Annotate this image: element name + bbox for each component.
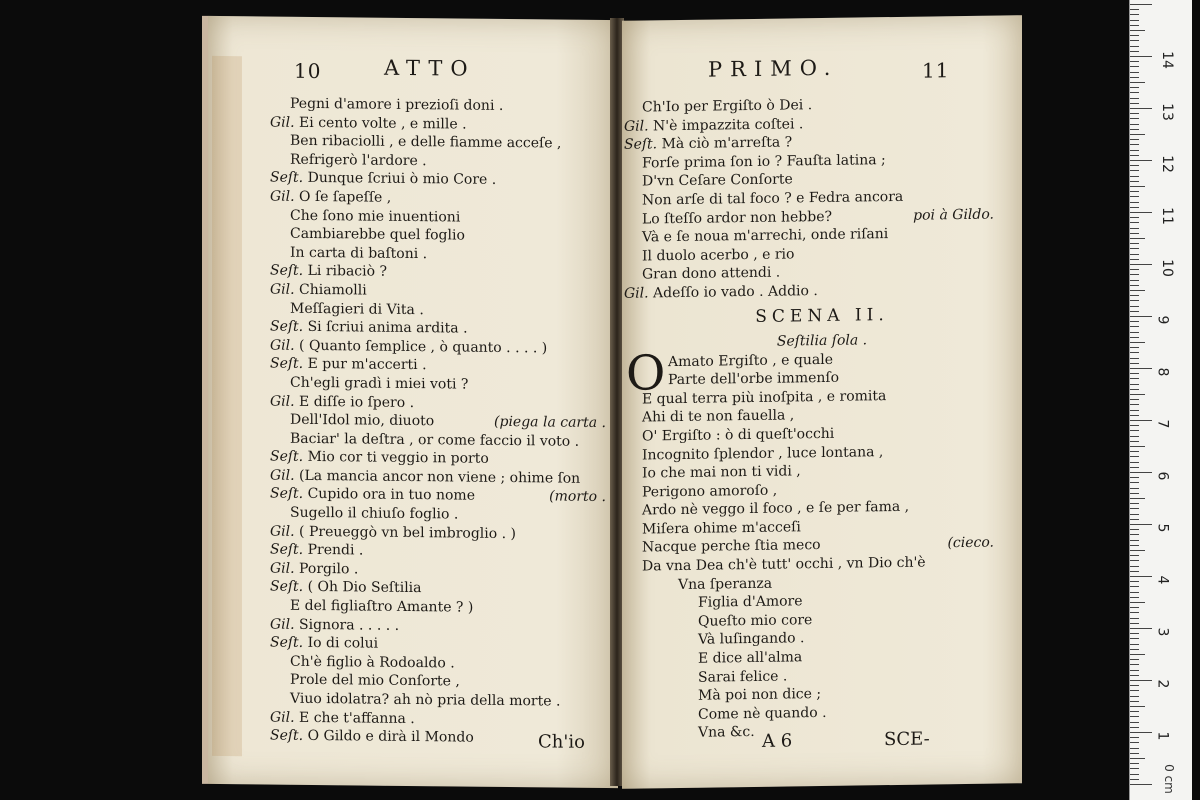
ruler-tick (1130, 737, 1139, 738)
ruler-tick (1130, 30, 1145, 31)
ruler-tick (1130, 87, 1139, 88)
ruler-tick (1130, 555, 1139, 556)
verse-text: Io che mai non ti vidi , (642, 463, 801, 482)
ruler-tick (1130, 186, 1145, 187)
ruler-tick (1130, 638, 1139, 639)
ruler-tick (1130, 72, 1139, 73)
verse-text: Cupido ora in tuo nome (307, 486, 475, 505)
ruler-tick (1130, 456, 1139, 457)
ruler-tick (1130, 477, 1139, 478)
ruler-tick (1130, 467, 1139, 468)
ruler-tick (1130, 722, 1139, 723)
verse-text: O ſe ſapeſſe , (299, 188, 392, 206)
ruler-tick (1130, 170, 1139, 171)
ruler-tick (1130, 514, 1139, 515)
ruler-tick (1130, 742, 1139, 743)
verse-text: Cambiarebbe quel foglio (290, 225, 465, 244)
verse-text: Viuo idolatra? ah nò pria della morte . (290, 690, 561, 710)
verse-text: Porgilo . (299, 560, 359, 578)
ruler-tick (1130, 358, 1139, 359)
ruler-tick (1130, 680, 1152, 681)
ruler-tick (1130, 420, 1152, 421)
speaker-label: Seſt. (270, 169, 304, 187)
verse-text: Chiamolli (299, 281, 367, 299)
ruler-tick (1130, 222, 1139, 223)
left-page (202, 16, 618, 788)
ruler-tick (1130, 207, 1139, 208)
verse-text: Ei cento volte , e mille . (299, 114, 467, 133)
verse-text: E pur m'accerti . (307, 356, 427, 374)
verse-text: Baciar' la deſtra , or come faccio il voto . (290, 430, 580, 450)
ruler-tick (1130, 35, 1139, 36)
verse-text: (La mancia ancor non viene ; ohime ſon (299, 467, 581, 487)
ruler-tick (1130, 92, 1139, 93)
ruler-tick (1130, 550, 1145, 551)
right-text-block (622, 93, 1022, 744)
ruler-tick (1130, 451, 1139, 452)
speaker-label: Gil. (270, 616, 295, 633)
verse-text: ( Preueggò vn bel imbroglio . ) (299, 523, 517, 542)
ruler-tick (1130, 233, 1139, 234)
ruler-number: 3 (1154, 627, 1171, 637)
ruler-number: 1 (1154, 731, 1171, 741)
speaker-label: Gil. (270, 337, 295, 354)
ruler-number: 4 (1154, 575, 1171, 585)
verse-text: ( Quanto ſemplice , ò quanto . . . . ) (299, 337, 548, 357)
scene-title: SCENA II. (755, 304, 889, 327)
ruler-tick (1130, 540, 1139, 541)
verse-text: Mà ciò m'arreſta ? (661, 134, 793, 153)
verse-text: Ch'egli gradì i miei voti ? (290, 374, 469, 393)
ruler-tick (1130, 545, 1139, 546)
speaker-label: Gil. (270, 467, 295, 484)
ruler-number: 9 (1154, 315, 1171, 325)
ruler-tick (1130, 685, 1139, 686)
ruler-tick (1130, 113, 1139, 114)
ruler-tick (1130, 254, 1139, 255)
speaker-label: Seſt. (270, 262, 304, 280)
ruler-tick (1130, 524, 1152, 525)
running-head-right (622, 53, 1022, 89)
ruler-tick (1130, 732, 1152, 733)
ruler-tick (1130, 384, 1139, 385)
ruler-tick (1130, 644, 1139, 645)
ruler-tick (1130, 462, 1139, 463)
ruler-tick (1130, 332, 1139, 333)
ruler-tick (1130, 82, 1145, 83)
ruler-tick (1130, 77, 1139, 78)
ruler-tick (1130, 628, 1152, 629)
ruler-tick (1130, 191, 1139, 192)
verse-text: Adeſſo io vado . Addio . (653, 282, 818, 302)
page-number: 11 (922, 58, 950, 83)
speaker-label: Gil. (270, 560, 295, 577)
ruler-tick (1130, 446, 1145, 447)
ruler-tick (1130, 659, 1139, 660)
ruler-tick (1130, 352, 1139, 353)
ruler-tick (1130, 560, 1139, 561)
ruler-tick (1130, 347, 1139, 348)
ruler-tick (1130, 326, 1139, 327)
verse-text: O' Ergiſto : ò di queſt'occhi (642, 425, 835, 445)
ruler-tick (1130, 508, 1139, 509)
running-head-word: PRIMO. (708, 55, 839, 82)
ruler-tick (1130, 389, 1139, 390)
ruler-tick (1130, 129, 1139, 130)
running-head-word: ATTO (384, 55, 476, 81)
ruler-tick (1130, 441, 1139, 442)
catchword: Ch'io (538, 731, 585, 753)
speaker-label: Gil. (270, 709, 295, 726)
ruler-tick (1130, 144, 1139, 145)
signature-mark: A 6 (762, 730, 793, 752)
ruler-tick (1130, 654, 1145, 655)
ruler-tick (1130, 373, 1139, 374)
ruler-tick (1130, 274, 1139, 275)
ruler-number: 14 (1158, 51, 1175, 69)
verse-text: ( Oh Dio Seſtilia (307, 579, 422, 597)
speaker-label: Seſt. (270, 448, 304, 466)
page-number: 10 (294, 58, 322, 84)
ruler-tick (1130, 181, 1139, 182)
ruler-tick (1130, 566, 1139, 567)
verse-text: E dice all'alma (698, 649, 803, 667)
ruler-tick (1130, 196, 1139, 197)
ruler-tick (1130, 14, 1139, 15)
ruler-tick (1130, 160, 1152, 161)
left-text-block (208, 94, 618, 749)
verse-text: Sugello il chiuſo foglio . (290, 504, 459, 523)
verse-text: Vna ſperanza (678, 575, 773, 593)
ruler-tick (1130, 202, 1139, 203)
ruler-tick (1130, 410, 1139, 411)
ruler-tick (1130, 571, 1139, 572)
ruler-tick (1130, 316, 1152, 317)
ruler-tick (1130, 586, 1139, 587)
ruler-tick (1130, 576, 1152, 577)
verse-text: E diſſe io ſpero . (299, 393, 415, 411)
ruler-tick (1130, 139, 1139, 140)
ruler-tick (1130, 176, 1139, 177)
ruler-tick (1130, 618, 1139, 619)
ruler-tick (1130, 706, 1145, 707)
verse-text: Forſe prima ſon io ? Fauſta latina ; (642, 151, 886, 172)
ruler-tick (1130, 378, 1139, 379)
ruler-tick (1130, 602, 1145, 603)
ruler-tick (1130, 264, 1152, 265)
verse-text: Ardo nè veggo il foco , e ſe per fama , (642, 499, 910, 519)
ruler-tick (1130, 124, 1139, 125)
ruler-tick (1130, 607, 1139, 608)
ruler-tick (1130, 342, 1145, 343)
verse-text: Ch'è figlio à Rodoaldo . (290, 653, 455, 672)
ruler-tick (1130, 306, 1139, 307)
ruler-tick (1130, 51, 1139, 52)
ruler-tick (1130, 612, 1139, 613)
stage-direction: (cieco. (947, 535, 994, 552)
ruler-tick (1130, 664, 1139, 665)
scene-subtitle: Seſtilia ſola . (776, 331, 868, 350)
ruler-tick (1130, 46, 1139, 47)
ruler-tick (1130, 753, 1139, 754)
ruler-tick (1130, 581, 1139, 582)
running-head-left (208, 54, 618, 88)
verse-text: Che ſono mie inuentioni (290, 207, 461, 226)
ruler-tick (1130, 311, 1139, 312)
ruler-tick (1130, 675, 1139, 676)
ruler-tick (1130, 108, 1152, 109)
speaker-label: Gil. (270, 393, 295, 410)
ruler-unit: 0 cm (1161, 764, 1176, 794)
ruler-tick (1130, 150, 1139, 151)
verse-text: Refrigerò l'ardore . (290, 151, 427, 169)
stage-direction: (morto . (549, 488, 606, 506)
speaker-label: Seſt. (270, 355, 304, 373)
verse-text: Và e ſe noua m'arrechi, onde riſani (642, 226, 889, 246)
ruler-tick (1130, 690, 1139, 691)
verse-text: Mà poi non dice ; (698, 686, 822, 704)
ruler-tick (1130, 228, 1139, 229)
ruler-tick (1130, 748, 1139, 749)
ruler-tick (1130, 368, 1152, 369)
ruler-tick (1130, 727, 1139, 728)
speaker-label: Gil. (270, 114, 295, 131)
verse-text: Il duolo acerbo , e rio (642, 246, 795, 265)
stage-direction: (piega la carta . (494, 413, 606, 432)
verse-text: Pegni d'amore i prezioſi doni . (290, 95, 504, 114)
ruler-tick (1130, 212, 1152, 213)
verse-text: Lo ſteſſo ardor non hebbe? (642, 208, 833, 228)
ruler-tick (1130, 103, 1139, 104)
verse-text: E del figliaſtro Amante ? ) (290, 597, 474, 616)
ruler-number: 8 (1154, 367, 1171, 377)
ruler-tick (1130, 134, 1145, 135)
ruler-number: 5 (1154, 523, 1171, 533)
verse-text: Ahi di te non fauella , (642, 407, 795, 426)
drop-cap: O (626, 344, 666, 402)
ruler-tick (1130, 269, 1139, 270)
ruler-tick (1130, 243, 1139, 244)
ruler-tick (1130, 425, 1139, 426)
scene-text (622, 344, 1022, 577)
ruler-tick (1130, 40, 1139, 41)
ruler-number: 12 (1158, 155, 1175, 173)
speaker-label: Seſt. (624, 136, 658, 153)
ruler-tick (1130, 248, 1139, 249)
ruler-tick (1130, 701, 1139, 702)
verse-text: Parte dell'orbe immenſo (668, 369, 840, 389)
verse-text: N'è impazzita coſtei . (653, 115, 804, 134)
ruler-tick (1130, 363, 1139, 364)
ruler-tick (1130, 711, 1139, 712)
ruler-tick (1130, 716, 1139, 717)
verse-text: Come nè quando . (698, 704, 827, 723)
ruler-tick (1130, 98, 1139, 99)
speaker-label: Seſt. (270, 634, 304, 652)
ruler-tick (1130, 404, 1139, 405)
ruler-tick (1130, 493, 1139, 494)
ruler-tick (1130, 300, 1139, 301)
ruler-tick (1130, 774, 1139, 775)
verse-text: Amato Ergiſto , e quale (668, 351, 833, 370)
ruler-tick (1130, 155, 1139, 156)
ruler-tick (1130, 597, 1139, 598)
ruler-tick (1130, 66, 1139, 67)
verse-text: Figlia d'Amore (698, 593, 803, 611)
ruler-tick (1130, 482, 1139, 483)
verse-text: Dunque ſcriui ò mio Core . (307, 170, 497, 189)
verse-text: Sarai felice . (698, 668, 788, 686)
ruler-tick (1130, 394, 1145, 395)
speaker-label: Seſt. (270, 318, 304, 336)
ruler-tick (1130, 280, 1139, 281)
ruler-tick (1130, 503, 1139, 504)
stage-direction: poi à Gildo. (913, 206, 994, 224)
measurement-ruler (1129, 0, 1192, 800)
ruler-tick (1130, 534, 1139, 535)
ruler-tick (1130, 118, 1139, 119)
verse-text: E che t'affanna . (299, 709, 415, 727)
verse-text: Incognito ſplendor , luce lontana , (642, 443, 884, 464)
ruler-tick (1130, 592, 1139, 593)
verse-text: Miſera ohime m'acceſi (642, 519, 801, 538)
ruler-tick (1130, 25, 1139, 26)
ruler-tick (1130, 259, 1139, 260)
ruler-tick (1130, 670, 1139, 671)
ruler-number: 10 (1158, 259, 1175, 277)
ruler-tick (1130, 696, 1139, 697)
verse-text: Non arſe di tal foco ? e Fedra ancora (642, 188, 904, 209)
verse-text: Io di colui (307, 635, 379, 652)
speaker-label: Gil. (624, 285, 649, 302)
ruler-tick (1130, 4, 1152, 5)
ruler-tick (1130, 20, 1139, 21)
verse-text: E qual terra più inoſpita , e romita (642, 387, 887, 408)
speaker-label: Gil. (270, 281, 295, 298)
verse-text: Và luſingando . (698, 630, 805, 649)
verse-text: Ch'Io per Ergiſto ò Dei . (642, 97, 813, 116)
verse-text: Dell'Idol mio, diuoto (290, 411, 435, 430)
open-book (198, 18, 1028, 786)
ruler-tick (1130, 399, 1139, 400)
ruler-tick (1130, 321, 1139, 322)
ruler-tick (1130, 768, 1139, 769)
ruler-tick (1130, 436, 1139, 437)
verse-text: Nacque perche ſtia meco (642, 537, 821, 556)
verse-text: Signora . . . . . (299, 616, 400, 634)
speaker-label: Seſt. (270, 578, 304, 596)
ruler-tick (1130, 529, 1139, 530)
ruler-tick (1130, 295, 1139, 296)
ruler-tick (1130, 56, 1152, 57)
ruler-tick (1130, 649, 1139, 650)
ruler-number: 13 (1158, 103, 1175, 121)
verse-text: Prendi . (307, 542, 364, 559)
verse-text: Perigono amoroſo , (642, 482, 778, 501)
verse-text: Mio cor ti veggio in porto (307, 449, 489, 468)
speaker-label: Seſt. (270, 727, 304, 745)
verse-text: Prole del mio Conſorte , (290, 672, 460, 690)
verse-text: O Gildo e dirà il Mondo (307, 728, 474, 746)
right-page (622, 15, 1022, 789)
verse-text: Meſſagieri di Vita . (290, 300, 424, 318)
ruler-tick (1130, 290, 1145, 291)
ruler-tick (1130, 519, 1139, 520)
ruler-tick (1130, 238, 1145, 239)
verse-text: In carta di baſtoni . (290, 244, 428, 262)
ruler-tick (1130, 779, 1139, 780)
verse-text: Queſto mio core (698, 611, 813, 630)
verse-text: Si ſcriui anima ardita . (307, 319, 468, 337)
ruler-tick (1130, 165, 1139, 166)
verse-text: D'vn Ceſare Conſorte (642, 171, 793, 190)
catchword: SCE- (884, 728, 930, 751)
ruler-tick (1130, 9, 1139, 10)
ruler-tick (1130, 758, 1145, 759)
ruler-tick (1130, 623, 1139, 624)
ruler-tick (1130, 472, 1152, 473)
ruler-number: 7 (1154, 419, 1171, 429)
ruler-number: 11 (1158, 207, 1175, 225)
ruler-tick (1130, 415, 1139, 416)
verse-text: Li ribaciò ? (307, 263, 387, 281)
ruler-tick (1130, 217, 1139, 218)
speaker-label: Gil. (270, 188, 295, 205)
speaker-label: Gil. (270, 523, 295, 540)
ruler-tick (1130, 784, 1152, 785)
speaker-label: Seſt. (270, 486, 304, 503)
ruler-number: 6 (1154, 471, 1171, 481)
speaker-label: Seſt. (270, 541, 304, 559)
verse-text: Gran dono attendi . (642, 264, 781, 283)
ruler-number: 2 (1154, 679, 1171, 689)
ruler-tick (1130, 337, 1139, 338)
verse-text: Ben ribaciolli , e delle fiamme acceſe , (290, 132, 562, 152)
ruler-tick (1130, 498, 1145, 499)
ruler-tick (1130, 763, 1139, 764)
ruler-tick (1130, 61, 1139, 62)
ruler-tick (1130, 633, 1139, 634)
ruler-tick (1130, 488, 1139, 489)
verse-text: Da vna Dea ch'è tutt' occhi , vn Dio ch'è (642, 554, 926, 575)
verse-text: Vna &c. (698, 724, 755, 742)
speaker-label: Gil. (624, 118, 649, 135)
ruler-tick (1130, 430, 1139, 431)
ruler-tick (1130, 285, 1139, 286)
